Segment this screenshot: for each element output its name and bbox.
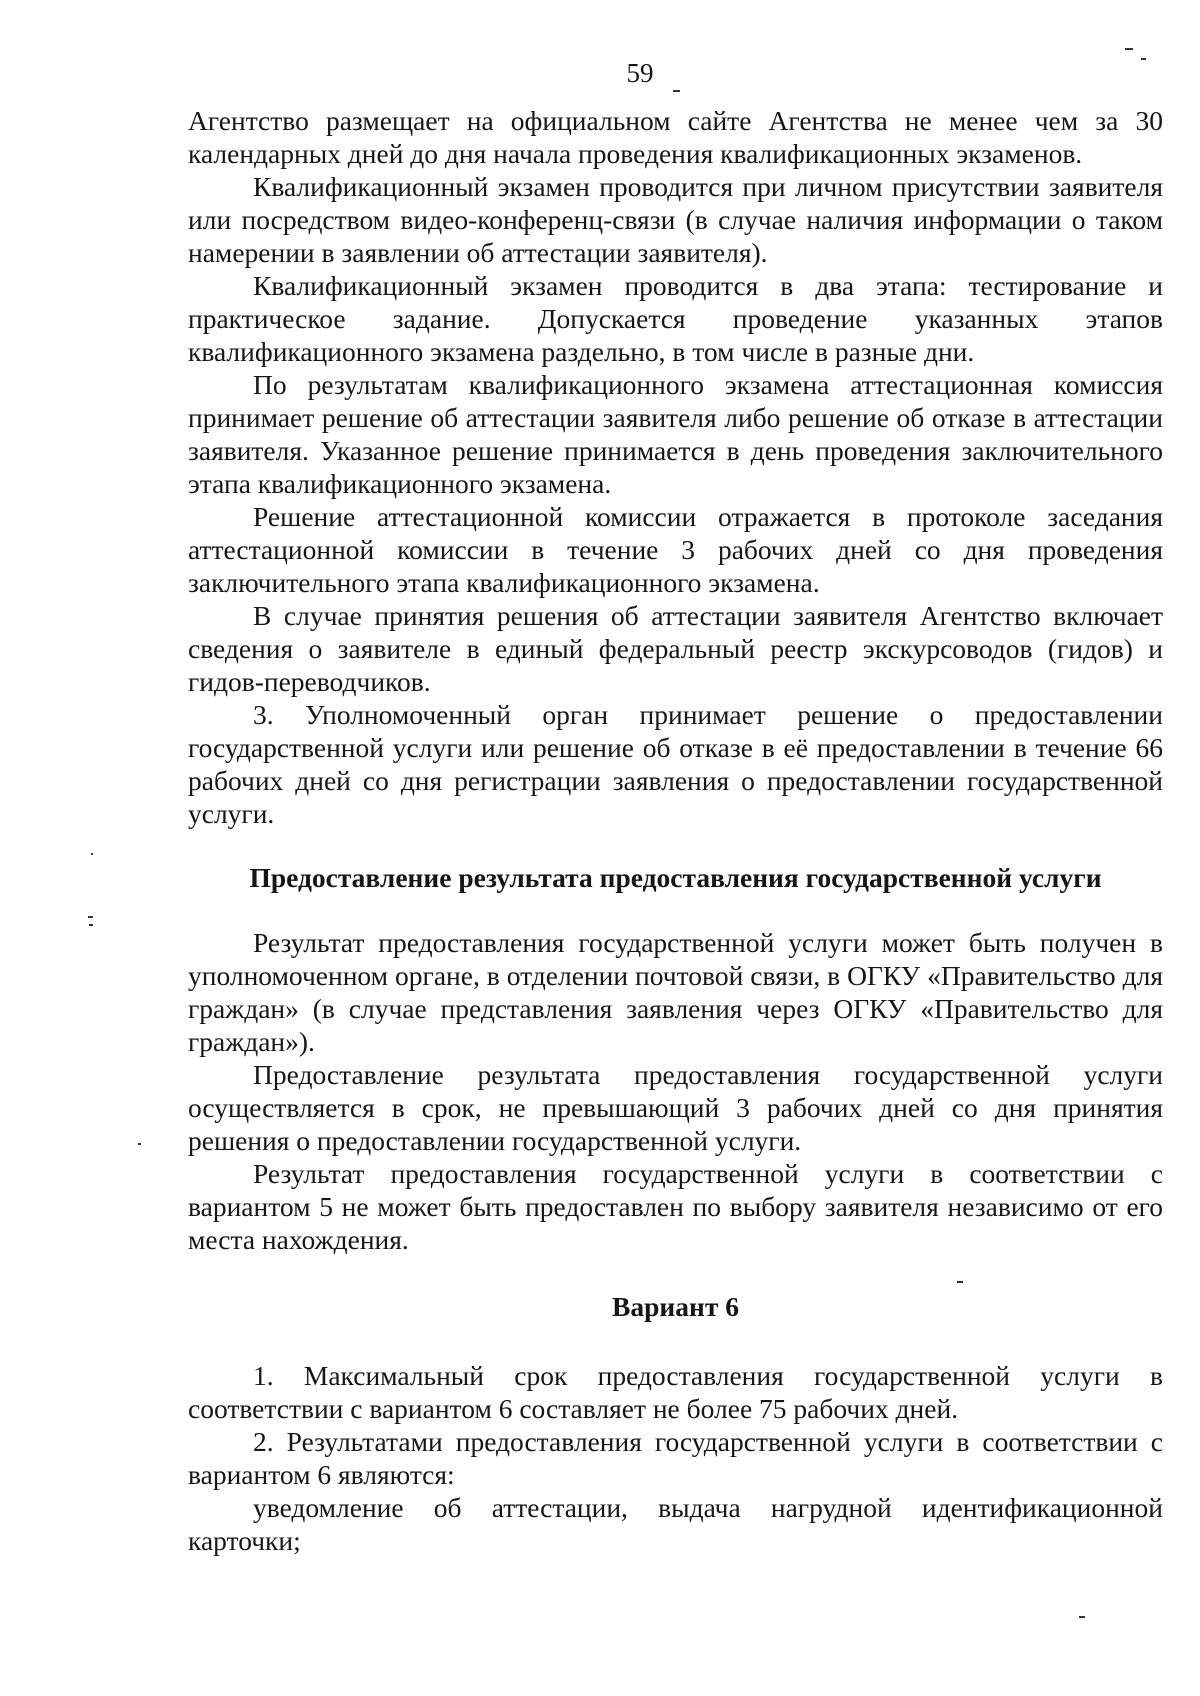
scan-mark <box>1125 48 1133 50</box>
paragraph: В случае принятия решения об аттестации заявителя Агентство включает сведения о заявителе в единый федеральный реестр экскурсоводов (гидов) и гидов-переводчиков. <box>188 600 1163 697</box>
paragraph: Квалификационный экзамен проводится в два этапа: тестирование и практическое задание. Допускается проведение указанных этапов квалификационного экзамена раздельно, в том числе в разные дни. <box>188 270 1163 367</box>
document-body <box>188 104 1163 1557</box>
paragraph: Решение аттестационной комиссии отражается в протоколе заседания аттестационной комиссии в течение 3 рабочих дней со дня проведения заключительного этапа квалификационного экзамена. <box>188 501 1163 598</box>
section-heading: Предоставление результата предоставления государственной услуги <box>249 862 1102 893</box>
paragraph: уведомление об аттестации, выдача нагрудной идентификационной карточки; <box>188 1492 1163 1556</box>
paragraph: Квалификационный экзамен проводится при личном присутствии заявителя или посредством видео-конференц-связи (в случае наличия информации о таком намерении в заявлении об аттестации заявителя). <box>188 171 1163 268</box>
paragraph: По результатам квалификационного экзамена аттестационная комиссия принимает решение об аттестации заявителя либо решение об отказе в аттестации заявителя. Указанное решение принимается в день проведения заключительного этапа квалификационного экзамена. <box>188 369 1163 499</box>
scan-mark <box>1141 58 1146 60</box>
paragraph: 1. Максимальный срок предоставления государственной услуги в соответствии с вариантом 6 составляет не более 75 рабочих дней. <box>188 1360 1163 1424</box>
page-number: 59 <box>626 58 654 88</box>
scan-mark <box>1079 1616 1085 1618</box>
scan-mark <box>89 924 93 926</box>
scan-mark <box>88 916 93 918</box>
scan-mark <box>91 853 93 855</box>
scan-mark <box>138 1143 141 1145</box>
scan-mark <box>673 90 680 92</box>
paragraph: Агентство размещает на официальном сайте Агентства не менее чем за 30 календарных дней до дня начала проведения квалификационных экзаменов. <box>188 105 1163 169</box>
paragraph: Результат предоставления государственной услуги может быть получен в уполномоченном органе, в отделении почтовой связи, в ОГКУ «Правительство для граждан» (в случае представления заявления через ОГКУ «Правительство для граждан»). <box>188 927 1163 1057</box>
variant-heading: Вариант 6 <box>612 1291 739 1322</box>
paragraph: 2. Результатами предоставления государственной услуги в соответствии с вариантом 6 являются: <box>188 1426 1163 1490</box>
paragraph: 3. Уполномоченный орган принимает решение о предоставлении государственной услуги или решение об отказе в её предоставлении в течение 66 рабочих дней со дня регистрации заявления о предоставлении государственной услуги. <box>188 699 1163 829</box>
paragraph: Предоставление результата предоставления государственной услуги осуществляется в срок, не превышающий 3 рабочих дней со дня принятия решения о предоставлении государственной услуги. <box>188 1059 1163 1156</box>
paragraph: Результат предоставления государственной услуги в соответствии с вариантом 5 не может быть предоставлен по выбору заявителя независимо от его места нахождения. <box>188 1158 1163 1255</box>
